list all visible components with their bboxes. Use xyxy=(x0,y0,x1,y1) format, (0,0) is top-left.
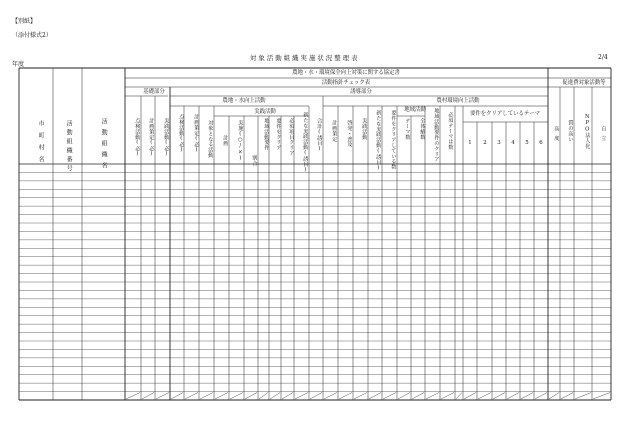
header-group-main: 農地・水・環境保全向上対策に関する協定書 xyxy=(292,70,400,76)
grid-line xyxy=(441,393,454,399)
grid-line xyxy=(464,393,476,399)
grid-line xyxy=(478,393,491,399)
col-promo-independent: 自立 xyxy=(600,126,607,145)
col-farm-impl: 実施(○/×) xyxy=(237,120,244,162)
theme-5: 5 xyxy=(525,140,529,146)
col-rural-plan: 計画策定 xyxy=(331,120,338,142)
grid-line xyxy=(245,393,257,399)
form-number: （添付様式2） xyxy=(12,32,52,39)
theme-3: 3 xyxy=(497,140,501,146)
grid-line xyxy=(185,393,198,399)
header-req-theme: 要件をクリアしているテーマ xyxy=(469,111,541,117)
header-org-name: 活動組織名 xyxy=(100,118,108,173)
header-enhance: 誘導部分 xyxy=(350,89,372,95)
grid-line xyxy=(507,393,519,399)
col-rural-region-clear: 地域活動要件のクリア xyxy=(433,108,440,162)
col-rural-practice: 実践活動 xyxy=(361,118,368,140)
col-rural-themes: テーマ数 xyxy=(404,118,411,140)
grid-line xyxy=(200,393,213,399)
col-basic-practice: 実践活動(必) xyxy=(163,118,170,158)
grid-line xyxy=(521,393,533,399)
grid-line xyxy=(369,393,381,399)
col-farm-region: 地域活動要件 xyxy=(263,118,270,151)
grid-line xyxy=(142,393,154,399)
col-farm-required: 必須項目クリア xyxy=(288,118,295,156)
col-rural-clearcount: 要件をクリアしている数 xyxy=(390,110,397,170)
header-municipality: 市町村名 xyxy=(37,120,45,168)
grid-line xyxy=(593,393,610,399)
col-rural-total: 合計(誘目) xyxy=(316,118,323,152)
col-farm-new: 新たな実践活動(誘目) xyxy=(302,112,309,173)
grid-line xyxy=(230,393,243,399)
header-rural-quality: 農村環境向上活動 xyxy=(436,98,480,104)
grid-line xyxy=(282,393,293,399)
grid-line xyxy=(259,393,268,399)
col-farm-plan: 計画策定(必) xyxy=(193,114,200,154)
header-group-check: 活動指針チェック表 xyxy=(321,80,371,86)
col-farm-keikaku: 計画 xyxy=(222,135,229,146)
grid-line xyxy=(339,393,352,399)
fiscal-year-label: 年度 xyxy=(12,61,25,68)
grid-line xyxy=(398,393,410,399)
col-farm-ratio: 割合 xyxy=(251,155,258,166)
header-org-number: 活動組織番号 xyxy=(65,120,73,174)
theme-6: 6 xyxy=(539,140,543,146)
col-promo-advanced: 高度 xyxy=(553,126,560,145)
page-number: 2/4 xyxy=(598,54,608,61)
grid-line xyxy=(324,393,337,399)
grid-line xyxy=(561,393,573,399)
grid-line xyxy=(295,393,308,399)
grid-line xyxy=(310,393,322,399)
header-farm-quality: 農地・水向上活動 xyxy=(222,98,266,104)
grid-line xyxy=(270,393,280,399)
grid-line xyxy=(383,393,396,399)
grid-line xyxy=(456,393,462,399)
grid-line xyxy=(156,393,169,399)
col-promo-quality: 質の高い xyxy=(567,120,574,142)
col-basic-plan: 計画策定(必) xyxy=(148,118,155,158)
col-basic-inspect: 点検活動(必) xyxy=(134,118,141,158)
grid-line xyxy=(575,393,591,399)
doc-tag: 【別紙】 xyxy=(12,18,37,25)
header-basic: 基礎部分 xyxy=(143,89,165,95)
theme-4: 4 xyxy=(511,140,515,146)
grid-line xyxy=(412,393,424,399)
col-farm-inspect: 点検活動(必) xyxy=(178,114,185,154)
theme-1: 1 xyxy=(468,140,472,146)
col-farm-target: 対象となる活動 xyxy=(207,120,214,158)
grid-line xyxy=(535,393,547,399)
header-practice: 実践活動 xyxy=(254,109,276,115)
grid-line xyxy=(354,393,367,399)
header-group-promo: 促進費対象活動等 xyxy=(562,80,606,86)
grid-line xyxy=(426,393,439,399)
grid-line xyxy=(171,393,183,399)
grid-line xyxy=(549,393,559,399)
col-rural-total-count: 全体績数 xyxy=(419,118,426,140)
col-rural-enlight: 啓発・普及 xyxy=(346,120,353,147)
header-region-activity: 地域活動 xyxy=(404,107,426,113)
grid-line xyxy=(126,393,140,399)
col-farm-clear: 要件をクリア xyxy=(275,118,282,151)
page-title: 対 象 活 動 組 織 実 施 状 況 整 理 表 xyxy=(250,54,358,62)
col-rural-required-theme: 必須テーマは数 xyxy=(447,112,454,150)
grid-line xyxy=(215,393,228,399)
col-rural-new: 新たな実践活動(誘目) xyxy=(375,110,382,171)
grid-line xyxy=(493,393,505,399)
theme-2: 2 xyxy=(483,140,487,146)
col-promo-npo: NPO法人化 xyxy=(584,114,591,149)
